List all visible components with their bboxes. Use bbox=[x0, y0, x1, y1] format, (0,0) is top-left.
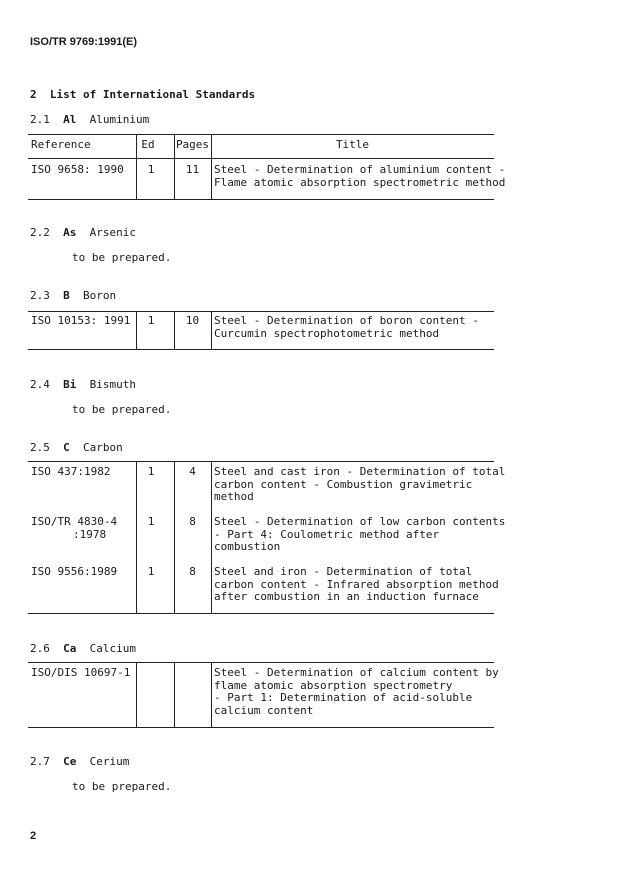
document-header: ISO/TR 9769:1991(E) bbox=[30, 36, 137, 48]
element-symbol: Ca bbox=[63, 642, 77, 655]
column-header-ed: Ed bbox=[141, 138, 155, 151]
element-name: Boron bbox=[83, 289, 117, 302]
subsection-number: 2.4 bbox=[30, 378, 50, 391]
cell-reference: ISO 9556:1989 bbox=[31, 565, 118, 578]
cell-title: Steel and cast iron - Determination of total carbon content - Combustion gravimetric method bbox=[214, 465, 506, 503]
column-header-reference: Reference bbox=[31, 138, 91, 151]
subsection-heading-2-7 bbox=[30, 755, 129, 768]
section-number: 2 bbox=[30, 88, 37, 101]
cell-title: Steel and iron - Determination of total carbon content - Infrared absorption method after combustion in an induction furnace bbox=[214, 565, 499, 603]
cell-pages: 8 bbox=[189, 515, 196, 528]
element-name: Bismuth bbox=[89, 378, 136, 391]
cell-reference: ISO/DIS 10697-1 bbox=[31, 666, 131, 679]
note-to-be-prepared: to be prepared. bbox=[72, 251, 172, 264]
subsection-number: 2.1 bbox=[30, 113, 50, 126]
column-header-pages: Pages bbox=[175, 138, 210, 151]
cell-pages: 11 bbox=[185, 163, 200, 176]
element-name: Cerium bbox=[89, 755, 130, 768]
subsection-number: 2.5 bbox=[30, 441, 50, 454]
cell-reference: ISO 10153: 1991 bbox=[31, 314, 131, 327]
cell-ed: 1 bbox=[147, 163, 155, 176]
page-number: 2 bbox=[30, 830, 37, 842]
subsection-heading-2-4 bbox=[30, 378, 136, 391]
cell-pages: 8 bbox=[189, 565, 196, 578]
element-symbol: Al bbox=[63, 113, 77, 126]
element-symbol: Ce bbox=[63, 755, 77, 768]
subsection-heading-2-5 bbox=[30, 441, 123, 454]
subsection-number: 2.6 bbox=[30, 642, 50, 655]
element-symbol: As bbox=[63, 226, 77, 239]
subsection-heading-2-3 bbox=[30, 289, 116, 302]
note-to-be-prepared: to be prepared. bbox=[72, 780, 172, 793]
cell-ed: 1 bbox=[147, 515, 155, 528]
element-symbol: C bbox=[63, 441, 70, 454]
cell-title: Steel - Determination of boron content - Curcumin spectrophotometric method bbox=[214, 314, 479, 340]
element-name: Calcium bbox=[89, 642, 136, 655]
cell-ed: 1 bbox=[147, 465, 155, 478]
column-header-title: Title bbox=[335, 138, 370, 151]
cell-reference: ISO 437:1982 bbox=[31, 465, 111, 478]
cell-ed: 1 bbox=[147, 565, 155, 578]
cell-title: Steel - Determination of calcium content by flame atomic absorption spectrometry - Part 1: Determination of acid-soluble calcium content bbox=[214, 666, 499, 717]
element-symbol: Bi bbox=[63, 378, 77, 391]
element-name: Aluminium bbox=[89, 113, 150, 126]
section-title: List of International Standards bbox=[49, 88, 256, 101]
cell-pages: 4 bbox=[189, 465, 196, 478]
cell-title: Steel - Determination of low carbon contents - Part 4: Coulometric method after combustion bbox=[214, 515, 506, 553]
subsection-number: 2.3 bbox=[30, 289, 50, 302]
section-heading bbox=[30, 88, 255, 101]
element-symbol: B bbox=[63, 289, 70, 302]
cell-reference: ISO/TR 4830-4 :1978 bbox=[31, 515, 118, 541]
subsection-heading-2-6 bbox=[30, 642, 136, 655]
element-name: Arsenic bbox=[89, 226, 136, 239]
cell-ed: 1 bbox=[147, 314, 155, 327]
cell-reference: ISO 9658: 1990 bbox=[31, 163, 124, 176]
element-name: Carbon bbox=[83, 441, 123, 454]
subsection-number: 2.7 bbox=[30, 755, 50, 768]
subsection-heading-2-1 bbox=[30, 113, 149, 126]
subsection-number: 2.2 bbox=[30, 226, 50, 239]
subsection-heading-2-2 bbox=[30, 226, 136, 239]
note-to-be-prepared: to be prepared. bbox=[72, 403, 172, 416]
cell-pages: 10 bbox=[185, 314, 200, 327]
cell-title: Steel - Determination of aluminium content - Flame atomic absorption spectrometric method bbox=[214, 163, 506, 189]
